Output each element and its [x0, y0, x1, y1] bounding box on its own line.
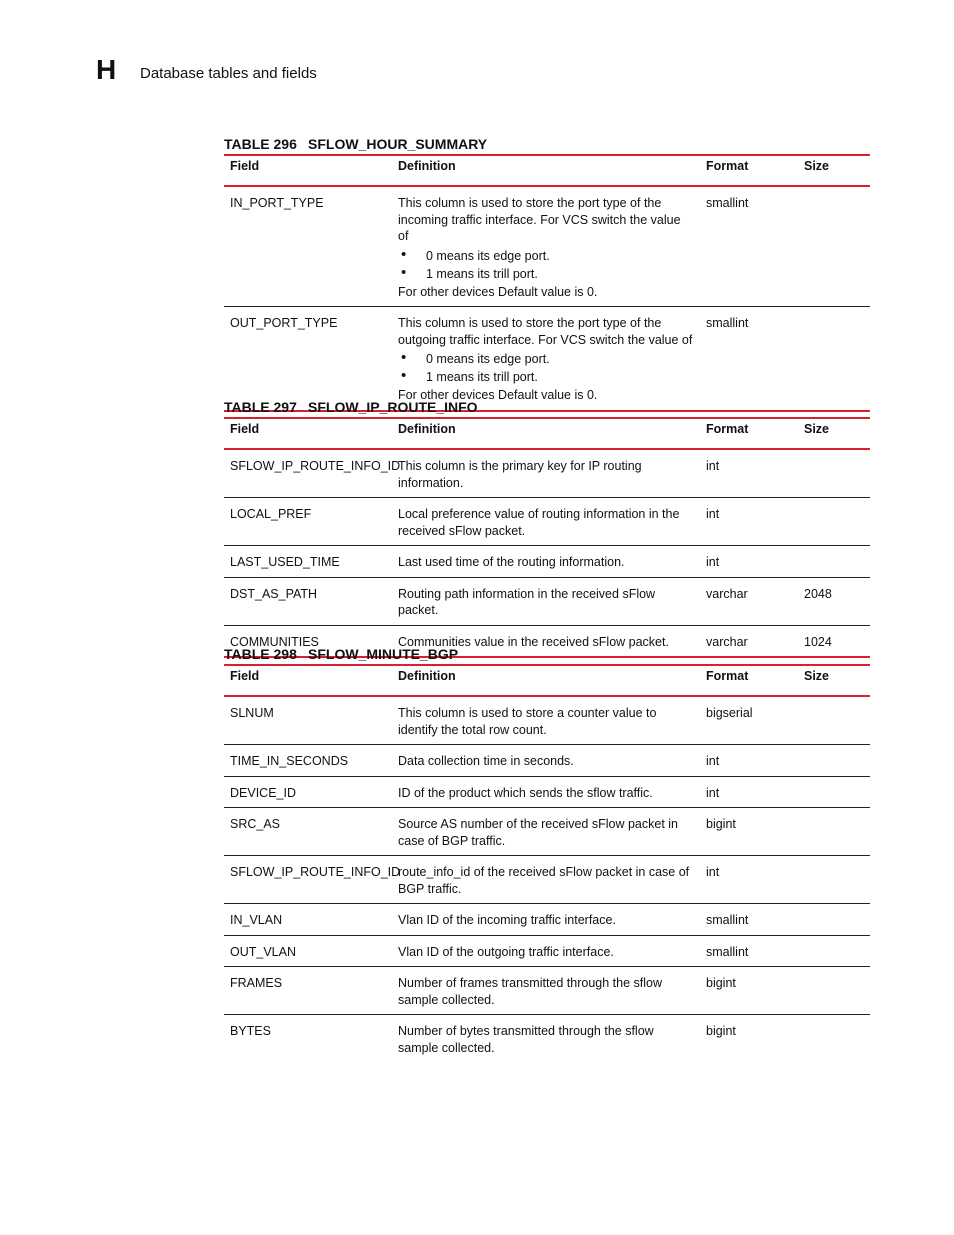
size-cell	[798, 808, 870, 856]
size-cell	[798, 307, 870, 411]
definition-note: For other devices Default value is 0.	[398, 284, 598, 299]
definition-text: This column is used to store the port type of the outgoing traffic interface. For VCS switch the value of	[398, 316, 693, 347]
table-header-row	[224, 418, 870, 449]
table-row	[224, 696, 870, 745]
table-row	[224, 449, 870, 498]
format-cell: smallint	[700, 307, 798, 411]
size-cell: 2048	[798, 577, 870, 625]
format-cell: bigint	[706, 1024, 736, 1038]
table-row	[224, 776, 870, 808]
definition-cell: Communities value in the received sFlow packet.	[392, 625, 700, 657]
definition-cell	[392, 186, 700, 307]
table-name: SFLOW_MINUTE_BGP	[308, 646, 459, 662]
size-cell	[798, 776, 870, 808]
format-cell: bigserial	[700, 696, 798, 745]
definition-cell: Vlan ID of the incoming traffic interface.	[392, 904, 700, 936]
bullet-item: • 0 means its edge port.	[398, 350, 694, 368]
size-cell	[798, 967, 870, 1015]
definition-cell: route_info_id of the received sFlow packet in case of BGP traffic.	[392, 856, 700, 904]
field-cell: IN_VLAN	[224, 904, 392, 936]
table-row	[224, 307, 870, 411]
format-cell: varchar	[700, 577, 798, 625]
column-header: Format	[700, 418, 798, 449]
field-cell: DEVICE_ID	[224, 776, 392, 808]
field-cell: TIME_IN_SECONDS	[224, 745, 392, 777]
size-cell: 1024	[798, 625, 870, 657]
field-cell: DST_AS_PATH	[224, 577, 392, 625]
size-cell	[798, 856, 870, 904]
field-cell: IN_PORT_TYPE	[224, 186, 392, 307]
table-row	[224, 935, 870, 967]
bullet-item: • 1 means its trill port.	[398, 265, 694, 283]
field-cell: SFLOW_IP_ROUTE_INFO_ID	[224, 449, 392, 498]
definition-cell: ID of the product which sends the sflow traffic.	[392, 776, 700, 808]
size-cell	[798, 904, 870, 936]
size-cell	[798, 745, 870, 777]
definition-cell: Routing path information in the received sFlow packet.	[392, 577, 700, 625]
definition-cell	[392, 307, 700, 411]
field-cell: FRAMES	[224, 967, 392, 1015]
size-cell	[798, 696, 870, 745]
field-cell: SFLOW_IP_ROUTE_INFO_ID	[224, 856, 392, 904]
table-row	[224, 498, 870, 546]
size-cell	[798, 935, 870, 967]
bullet-list	[398, 350, 694, 386]
field-cell: BYTES	[230, 1024, 271, 1038]
definition-cell: This column is used to store a counter value to identify the total row count.	[392, 696, 700, 745]
table-caption	[224, 397, 870, 417]
definition-cell: Vlan ID of the outgoing traffic interface.	[392, 935, 700, 967]
column-header: Format	[700, 665, 798, 696]
format-cell: bigint	[700, 808, 798, 856]
column-header: Definition	[392, 418, 700, 449]
table-row	[224, 856, 870, 904]
size-cell	[798, 546, 870, 578]
table-296-block	[224, 134, 870, 412]
definition-cell: Data collection time in seconds.	[392, 745, 700, 777]
format-cell: int	[700, 856, 798, 904]
format-cell: varchar	[700, 625, 798, 657]
field-cell: LAST_USED_TIME	[224, 546, 392, 578]
data-table	[224, 664, 870, 1062]
table-row	[224, 1015, 870, 1063]
definition-cell: Last used time of the routing information.	[392, 546, 700, 578]
field-cell: SRC_AS	[224, 808, 392, 856]
chapter-letter: H	[96, 54, 117, 85]
column-header: Format	[700, 155, 798, 186]
data-table	[224, 154, 870, 412]
table-row	[224, 808, 870, 856]
size-cell	[798, 186, 870, 307]
definition-note: For other devices Default value is 0.	[398, 388, 598, 402]
format-cell: smallint	[700, 904, 798, 936]
field-cell: OUT_PORT_TYPE	[224, 307, 392, 411]
table-number: TABLE 298	[224, 646, 297, 662]
table-caption	[224, 644, 870, 664]
definition-cell: This column is the primary key for IP routing information.	[392, 449, 700, 498]
data-table	[224, 417, 870, 658]
table-row	[224, 967, 870, 1015]
field-cell: COMMUNITIES	[224, 625, 392, 657]
chapter-title: Database tables and fields	[140, 65, 317, 82]
column-header: Definition	[392, 155, 700, 186]
column-header: Size	[798, 418, 870, 449]
table-row	[224, 546, 870, 578]
table-caption	[224, 134, 870, 154]
definition-cell: Number of frames transmitted through the sflow sample collected.	[392, 967, 700, 1015]
table-number: TABLE 297	[224, 399, 297, 415]
table-number: TABLE 296	[224, 136, 297, 152]
definition-cell: Source AS number of the received sFlow packet in case of BGP traffic.	[392, 808, 700, 856]
column-header: Field	[224, 665, 392, 696]
size-cell	[798, 498, 870, 546]
column-header: Size	[798, 155, 870, 186]
format-cell: int	[700, 546, 798, 578]
definition-text: This column is used to store the port type of the incoming traffic interface. For VCS switch the value of	[398, 196, 681, 243]
size-cell	[798, 449, 870, 498]
table-header-row	[224, 155, 870, 186]
field-cell: SLNUM	[224, 696, 392, 745]
table-header-row	[224, 665, 870, 696]
field-cell: OUT_VLAN	[224, 935, 392, 967]
format-cell: smallint	[700, 186, 798, 307]
format-cell: int	[700, 745, 798, 777]
format-cell: int	[700, 449, 798, 498]
table-298-block	[224, 644, 870, 1062]
size-cell	[798, 1015, 870, 1063]
table-name: SFLOW_IP_ROUTE_INFO	[308, 399, 478, 415]
bullet-list	[398, 247, 694, 283]
column-header: Definition	[392, 665, 700, 696]
table-name: SFLOW_HOUR_SUMMARY	[308, 136, 488, 152]
definition-cell: Local preference value of routing information in the received sFlow packet.	[392, 498, 700, 546]
format-cell: int	[700, 776, 798, 808]
format-cell: bigint	[700, 967, 798, 1015]
table-row	[224, 577, 870, 625]
table-297-block	[224, 397, 870, 658]
column-header: Field	[224, 155, 392, 186]
table-row	[224, 745, 870, 777]
format-cell: int	[700, 498, 798, 546]
column-header: Size	[798, 665, 870, 696]
bullet-item: • 0 means its edge port.	[398, 247, 694, 265]
table-row	[224, 904, 870, 936]
bullet-item: • 1 means its trill port.	[398, 368, 694, 386]
definition-cell: Number of bytes transmitted through the sflow sample collected.	[398, 1024, 654, 1055]
table-row	[224, 186, 870, 307]
field-cell: LOCAL_PREF	[224, 498, 392, 546]
column-header: Field	[224, 418, 392, 449]
format-cell: smallint	[700, 935, 798, 967]
